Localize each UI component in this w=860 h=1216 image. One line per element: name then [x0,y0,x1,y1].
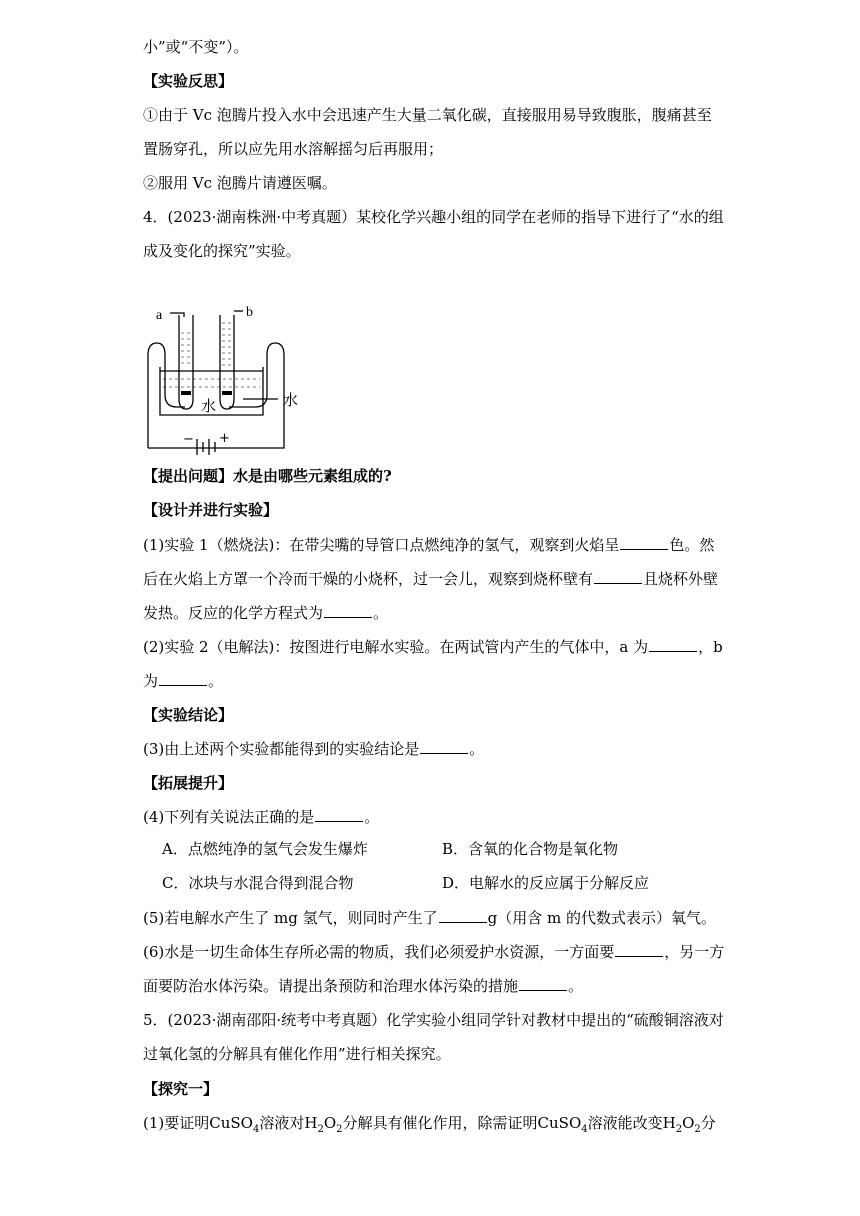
text-line [143,942,724,962]
text-span: 。 [364,808,380,826]
label-a: a [156,308,163,323]
answer-blank[interactable] [324,603,372,618]
formula-h2o2 [304,1114,343,1135]
text-line [143,671,223,691]
text-line [143,908,716,928]
text-span: 为 [143,672,159,690]
answer-blank[interactable] [615,942,663,957]
answer-blank[interactable] [420,739,468,754]
answer-blank[interactable] [620,535,668,550]
text-span: 分解具有催化作用，除需证明 [342,1114,538,1132]
answer-blank[interactable] [519,976,567,991]
question-5-stem: 5．(2023·湖南邵阳·统考中考真题）化学实验小组同学针对教材中提出的“硫酸铜溶液对 [143,1011,724,1029]
text-line [143,569,718,589]
text-span: 后在火焰上方罩一个冷而干燥的小烧杯，过一会儿，观察到烧杯壁有 [143,570,594,588]
text-line: 小”或“不变”）。 [143,38,249,56]
electrolysis-diagram [143,303,323,455]
formula-part: CuSO [537,1114,582,1132]
text-span: 面要防治水体污染。请提出条预防和治理水体污染的措施 [143,977,519,995]
text-span: (6)水是一切生命体生存所必需的物质，我们必须爱护水资源，一方面要 [143,943,615,961]
text-line [143,739,484,759]
text-span: (5)若电解水产生了 mg 氢气，则同时产生了 [143,909,438,927]
section-heading: 【拓展提升】 [143,774,234,792]
answer-blank[interactable] [159,671,207,686]
option-c[interactable]: C．冰块与水混合得到混合物 [162,874,354,892]
formula-part: O [323,1114,337,1132]
text-line: ①由于 Vc 泡腾片投入水中会迅速产生大量二氧化碳，直接服用易导致腹胀，腹痛甚至 [143,106,712,124]
text-span: 溶液对 [259,1114,305,1132]
formula-subscript: 2 [317,1124,324,1135]
label-water-inner: 水 [201,397,217,415]
text-span: 色。然 [669,536,715,554]
text-span: 溶液能改变 [587,1114,663,1132]
text-line: 过氧化氢的分解具有催化作用”进行相关探究。 [143,1045,451,1063]
text-line [143,637,723,657]
answer-blank[interactable] [649,637,697,652]
text-span: (3)由上述两个实验都能得到的实验结论是 [143,740,420,758]
formula-cuso4 [209,1114,260,1135]
section-heading: 【实验反思】 [143,72,234,90]
formula-subscript: 2 [694,1124,701,1135]
text-line: 成及变化的探究”实验。 [143,242,301,260]
text-line [143,1113,716,1133]
text-line [143,976,583,996]
text-line [143,535,714,555]
bracket-heading: 【提出问题】水是由哪些元素组成的? [143,467,392,485]
option-d[interactable]: D．电解水的反应属于分解反应 [442,874,650,892]
formula-cuso4 [537,1114,588,1135]
answer-blank[interactable] [439,908,487,923]
answer-blank[interactable] [315,807,363,822]
text-span: 分 [700,1114,716,1132]
text-span: 。 [568,977,584,995]
text-span: (1)实验 1（燃烧法)：在带尖嘴的导管口点燃纯净的氢气，观察到火焰呈 [143,536,620,554]
label-water-outer: 水 [283,391,299,409]
section-heading: 【实验结论】 [143,706,234,724]
text-span: (2)实验 2（电解法)：按图进行电解水实验。在两试管内产生的气体中，a 为 [143,638,649,656]
text-line [143,807,379,827]
question-4-stem: 4．(2023·湖南株洲·中考真题）某校化学兴趣小组的同学在老师的指导下进行了“水的组 [143,208,724,226]
formula-subscript: 2 [675,1124,683,1135]
formula-part: H [662,1114,676,1132]
option-a[interactable]: A．点燃纯净的氢气会发生爆炸 [162,840,368,858]
text-span: (1)要证明 [143,1114,210,1132]
formula-subscript: 4 [581,1124,588,1135]
label-minus: − [183,432,194,447]
formula-h2o2 [662,1114,701,1135]
formula-part: O [682,1114,695,1132]
text-line: ②服用 Vc 泡腾片请遵医嘱。 [143,174,337,192]
text-line [143,466,392,486]
text-line [143,603,388,623]
text-span: 。 [469,740,485,758]
label-plus: + [219,431,230,446]
formula-part: CuSO [209,1114,253,1132]
answer-blank[interactable] [594,569,642,584]
option-b[interactable]: B．含氧的化合物是氧化物 [442,840,619,858]
formula-subscript: 2 [336,1124,343,1135]
formula-part: H [304,1114,318,1132]
text-span: g（用含 m 的代数式表示）氧气。 [487,909,716,927]
section-heading: 【探究一】 [143,1080,219,1098]
formula-subscript: 4 [252,1124,260,1135]
text-span: ，b [698,638,723,656]
text-span: 发热。反应的化学方程式为 [143,604,324,622]
label-b: b [246,305,253,320]
text-span: 。 [208,672,224,690]
text-span: ，另一方 [664,943,725,961]
text-span: (4)下列有关说法正确的是 [143,808,315,826]
section-heading: 【设计并进行实验】 [143,501,279,519]
text-span: 且烧杯外壁 [643,570,719,588]
text-span: 。 [373,604,389,622]
text-line: 置肠穿孔，所以应先用水溶解摇匀后再服用； [143,140,444,158]
